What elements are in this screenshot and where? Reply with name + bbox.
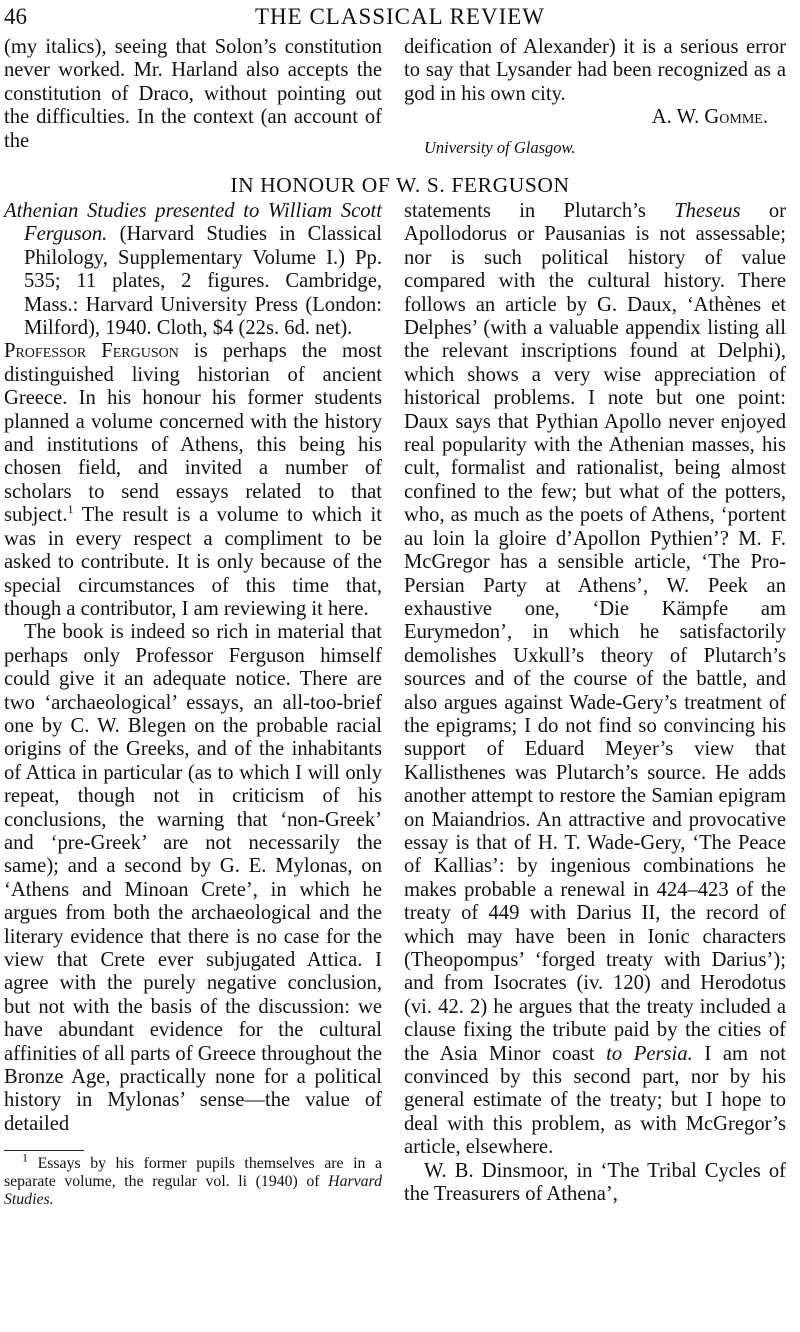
footnote: $^1$ Essays by his former pupils themselves are in a separate volume, the regular vol. li (1940) of Harvard Studies. [4,1150,383,1209]
page-number: 46 [4,4,27,29]
footnote-marker: 1 [67,502,74,517]
footnote-rule [4,1150,84,1151]
book-citation [4,200,382,340]
paragraph-1: Professor Ferguson is perhaps the most distinguished living historian of ancient Greece. In his honour his former students planned a volume concerned with the history and institutions of Athens, this being his chosen field, and invited a number of scholars to send essays related to that subject.$^1$ The result is a volume to which it was in every respect a compliment to be asked to contribute. It is only because of the special circumstances of this time that, though a contributor, I am reviewing it here. [4,340,383,620]
paragraph-2: The book is indeed so rich in material that perhaps only Professor Ferguson himself could give it an adequate notice. There are two ‘archaeological’ essays, an all-too-brief one by C. W. Blegen on the probable racial origins of the Greeks, and of the inhabitants of Attica in particular (as to which I will only repeat, though not in criticism of his conclusions, the warning that ‘non-Greek’ and ‘pre-Greek’ are not necessarily the same); and a second by G. E. Mylonas, on ‘Athens and Minoan Crete’, in which he argues from both the archaeological and the literary evidence that there is no case for the view that Crete ever subjugated Attica. I agree with the purely negative conclusion, but not with the basis of the discussion: we have abundant evidence for the cultural affinities of all parts of Greece throughout the Bronze Age, practically none for a political history in Mylonas’ sense—the value of detailed [4,621,382,1135]
reviewer-signature: A. W. Gomme. [651,106,768,129]
paragraph-lead: Professor Ferguson [4,340,179,363]
book-title: Athenian Studies presented to William Scott Ferguson. [4,200,382,246]
page-header [0,2,800,36]
prev-review-left-column [4,36,382,153]
review-left-column [4,200,382,1209]
prev-review-left-text: (my italics), seeing that Solon’s constitution never worked. Mr. Harland also accepts the constitution of Draco, without pointing out the difficulties. In the context (an account of the [4,36,382,152]
prev-review-right-text: deification of Alexander) it is a serious error to say that Lysander had been recognized as a god in his own city. [404,36,786,105]
section-title: IN HONOUR OF W. S. FERGUSON [230,173,570,197]
paragraph-3: statements in Plutarch’s Theseus or Apollodorus or Pausanias is not assessable; nor is such political history of value compared with the cultural history. There follows an article by G. Daux, ‘Athènes et Delphes’ (with a valuable appendix listing all the relevant inscriptions found at Delphi), which shows a very wise appreciation of historical problems. I note but one point: Daux says that Pythian Apollo never enjoyed real popularity with the Athenian masses, his cult, formalist and rationalist, being almost confined to the few; but what of the potters, who, as much as the poets of Athens, ‘portent au loin la gloire d’Apollon Pythien’? M. F. McGregor has a sensible article, ‘The Pro-Persian Party at Athens’, W. Peek an exhaustive one, ‘Die Kämpfe am Eurymedon’, in which he satisfactorily demolishes Uxkull’s theory of Plutarch’s sources and of the course of the battle, and also argues against Wade-Gery’s treatment of the epigrams; I do not find so convincing his support of Eduard Meyer’s view that Kallisthenes was Plutarch’s source. He adds another attempt to restore the Samian epigram on Maiandrios. An attractive and provocative essay is that of H. T. Wade-Gery, ‘The Peace of Kallias’: by ingenious combinations he makes probable a renewal in 424–423 of the treaty of 449 with Darius II, the record of which may have been in Ionic characters (Theopompus’ ‘forged treaty with Darius’); and from Isocrates (iv. 120) and Herodotus (vi. 42. 2) he argues that the treaty included a clause fixing the tribute paid by the cities of the Asia Minor coast to Persia. I am not convinced by this second part, nor by his general estimate of the treaty; but I hope to deal with this problem, as with McGregor’s article, elsewhere. [404,200,786,1159]
book-details: (Harvard Studies in Classical Philology, Supplementary Volume I.) Pp. 535; 11 plates, 2 figures. Cambridge, Mass.: Harvard University Press (London: Milford), 1940. Cloth, $4 (22s. 6d. net). [24,223,383,340]
review-right-column [404,200,786,1206]
paragraph-4: W. B. Dinsmoor, in ‘The Tribal Cycles of the Treasurers of Athena’, [404,1159,786,1206]
reviewer-affiliation: University of Glasgow. [424,137,576,157]
prev-review-right-column [404,36,786,159]
journal-title: THE CLASSICAL REVIEW [254,4,545,29]
